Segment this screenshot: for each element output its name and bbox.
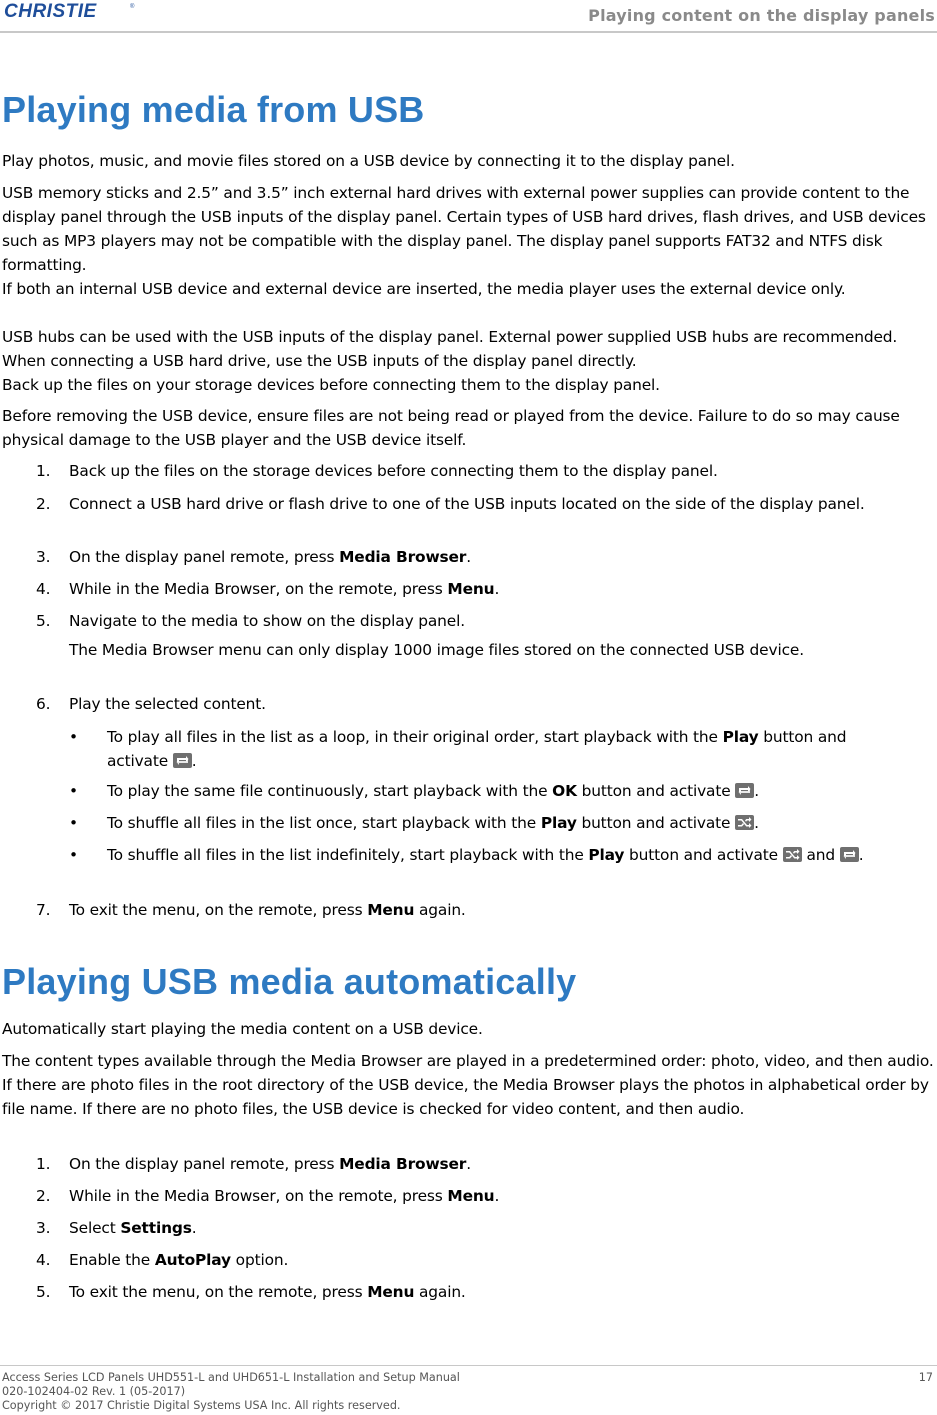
list-item	[36, 1280, 916, 1304]
list-item	[36, 1248, 916, 1272]
bullet-marker: •	[69, 846, 78, 864]
bullet-text: To shuffle all files in the list once, start playback with the	[107, 814, 541, 832]
step-number: 1.	[36, 462, 51, 480]
bullet-text: button and activate	[576, 782, 736, 800]
step-text: While in the Media Browser, on the remote, press	[69, 580, 448, 598]
punctuation: .	[191, 1219, 197, 1237]
bullet-text: To play all files in the list as a loop, in their original order, start playback with the	[107, 728, 723, 746]
paragraph: Automatically start playing the media content on a USB device.	[2, 1020, 483, 1038]
step-text: Back up the files on the storage devices before connecting them to the display panel.	[69, 462, 718, 480]
ui-term: Play	[540, 814, 577, 832]
ui-term: Settings	[120, 1219, 192, 1237]
bullet-marker: •	[69, 814, 78, 832]
list-item	[36, 1184, 916, 1208]
christie-logo	[2, 0, 142, 22]
ui-term: AutoPlay	[154, 1251, 231, 1269]
repeat-all-icon	[173, 753, 192, 768]
list-item	[36, 898, 916, 922]
list-item	[36, 459, 916, 483]
step-number: 2.	[36, 1187, 51, 1205]
bullet-item	[69, 811, 909, 835]
step-text: On the display panel remote, press	[69, 548, 340, 566]
step-text: To exit the menu, on the remote, press	[69, 901, 368, 919]
punctuation: .	[494, 580, 500, 598]
ui-term: Media Browser	[339, 1155, 467, 1173]
ui-term: Menu	[367, 1283, 415, 1301]
step-text: again.	[414, 901, 466, 919]
step-number: 7.	[36, 901, 51, 919]
section-title: Playing content on the display panels	[588, 6, 935, 25]
ui-term: Play	[588, 846, 625, 864]
step-number: 3.	[36, 1219, 51, 1237]
ui-term: Media Browser	[339, 548, 467, 566]
list-item	[36, 577, 916, 601]
paragraph: If both an internal USB device and external device are inserted, the media player uses the external device only.	[2, 280, 846, 298]
list-item	[36, 545, 916, 569]
step-text: To exit the menu, on the remote, press	[69, 1283, 368, 1301]
step-text: Navigate to the media to show on the display panel.	[69, 612, 465, 630]
paragraph: Before removing the USB device, ensure files are not being read or played from the device. Failure to do so may cause physical damage to the USB player and the USB device itself.	[2, 407, 900, 449]
shuffle-icon	[735, 815, 754, 830]
step-number: 5.	[36, 612, 51, 630]
shuffle-icon	[783, 847, 802, 862]
paragraph: Play photos, music, and movie files stored on a USB device by connecting it to the display panel.	[2, 152, 735, 170]
step-text: Play the selected content.	[69, 695, 266, 713]
punctuation: .	[191, 752, 197, 770]
punctuation: .	[466, 548, 472, 566]
list-item	[36, 492, 916, 516]
list-item	[36, 692, 916, 716]
repeat-all-icon	[840, 847, 859, 862]
bullet-text: button and activate	[107, 728, 847, 770]
punctuation: .	[858, 846, 864, 864]
bullet-text: button and activate	[624, 846, 783, 864]
step-text: option.	[230, 1251, 289, 1269]
ui-term: Play	[722, 728, 759, 746]
step-text: Select	[69, 1219, 121, 1237]
bullet-text: To play the same file continuously, start playback with the	[107, 782, 553, 800]
ui-term: Menu	[447, 580, 495, 598]
step-number: 6.	[36, 695, 51, 713]
step-text: again.	[414, 1283, 466, 1301]
list-item	[36, 1216, 916, 1240]
step-text: Enable the	[69, 1251, 155, 1269]
list-item	[36, 1152, 916, 1176]
svg-text:®: ®	[130, 4, 135, 10]
section-heading-usb: Playing media from USB	[2, 89, 425, 130]
step-text: Connect a USB hard drive or flash drive to one of the USB inputs located on the side of the display panel.	[69, 495, 865, 513]
bullet-item	[69, 843, 909, 867]
bullet-text: To shuffle all files in the list indefinitely, start playback with the	[107, 846, 589, 864]
bullet-marker: •	[69, 728, 78, 746]
punctuation: .	[754, 814, 759, 832]
step-number: 5.	[36, 1283, 51, 1301]
bullet-marker: •	[69, 782, 78, 800]
punctuation: .	[494, 1187, 500, 1205]
bullet-item	[69, 779, 909, 803]
ui-term: OK	[552, 782, 577, 800]
ui-term: Menu	[367, 901, 415, 919]
footer-manual-title: Access Series LCD Panels UHD551-L and UHD651-L Installation and Setup Manual	[2, 1371, 460, 1384]
section-heading-autoplay: Playing USB media automatically	[2, 961, 577, 1002]
footer-divider	[0, 1365, 937, 1366]
svg-text:CHRISTIE: CHRISTIE	[4, 1, 97, 22]
punctuation: .	[466, 1155, 472, 1173]
step-number: 2.	[36, 495, 51, 513]
step-number: 4.	[36, 580, 51, 598]
paragraph: USB hubs can be used with the USB inputs of the display panel. External power supplied USB hubs are recommended. When connecting a USB hard drive, use the USB inputs of the display panel directly.	[2, 328, 898, 370]
repeat-one-icon	[735, 783, 754, 798]
bullet-item	[69, 725, 909, 773]
step-number: 3.	[36, 548, 51, 566]
step-number: 1.	[36, 1155, 51, 1173]
punctuation: .	[754, 782, 760, 800]
step-text: On the display panel remote, press	[69, 1155, 340, 1173]
paragraph: USB memory sticks and 2.5” and 3.5” inch external hard drives with external power supplies can provide content to the display panel through the USB inputs of the display panel. Certain types of USB hard drives, flash drives, and USB devices such as MP3 players may not be compatible with the display panel. The display panel supports FAT32 and NTFS disk formatting.	[2, 184, 926, 274]
step-note: The Media Browser menu can only display 1000 image files stored on the connected USB device.	[69, 641, 804, 659]
list-item	[36, 609, 916, 633]
header-divider	[0, 31, 937, 33]
step-text: While in the Media Browser, on the remote, press	[69, 1187, 448, 1205]
bullet-text: and	[801, 846, 840, 864]
page-header	[0, 0, 937, 33]
paragraph: The content types available through the Media Browser are played in a predetermined order: photo, video, and then audio. If there are photo files in the root directory of the USB device, the Media Browser plays the photos in alphabetical order by file name. If there are no photo files, the USB device is checked for video content, and then audio.	[2, 1052, 934, 1118]
paragraph: Back up the files on your storage devices before connecting them to the display panel.	[2, 376, 660, 394]
footer-revision: 020-102404-02 Rev. 1 (05-2017)	[2, 1385, 186, 1398]
page-number: 17	[918, 1371, 933, 1384]
bullet-text: button and activate	[576, 814, 736, 832]
ui-term: Menu	[447, 1187, 495, 1205]
footer-copyright: Copyright © 2017 Christie Digital Systems USA Inc. All rights reserved.	[2, 1399, 401, 1412]
step-number: 4.	[36, 1251, 51, 1269]
